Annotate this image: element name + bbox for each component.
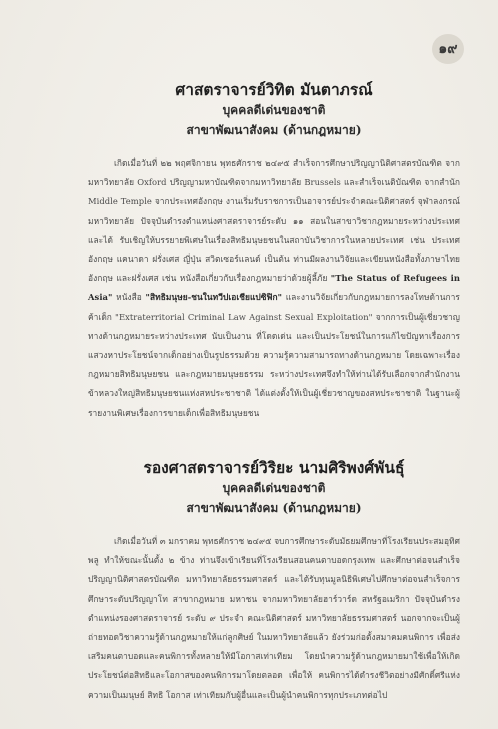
biography-paragraph — [88, 532, 460, 705]
page-number: ๑๙ — [432, 34, 464, 64]
award-field: สาขาพัฒนาสังคม (ด้านกฎหมาย) — [186, 501, 362, 515]
book-title: "The Status of Refugees in Asia" — [88, 273, 460, 303]
bio-text-part: และงานวิจัยเกี่ยวกับกฎหมายการลงโทษด้านการค้าเด็ก "Extraterritorial Criminal Law Against Sexual Exploitation" จากการเป็นผู้เชี่ยวชาญทางด้านกฎหมายระหว่างประเทศ นับเป็นงาน ที่โดดเด่น และเป็นประโยชน์ในการแก้ไขปัญหาเรื่องการแสวงหาประโยชน์จากเด็กอย่างเป็นรูปธรรมด้วย ความรู้ความสามารถทางด้านกฎหมาย โดยเฉพาะเรื่องกฎหมายสิทธิมนุษยชน และกฎหมายมนุษยธรรม ระหว่างประเทศจึงทำให้ท่านได้รับเลือกจากสำนักงานข้าหลวงใหญ่สิทธิมนุษยชนแห่งสหประชาชาติ ได้แต่งตั้งให้เป็นผู้เชี่ยวชาญของสหประชาชาติ ในฐานะผู้รายงานพิเศษเรื่องการขายเด็กเพื่อสิทธิมนุษยชน — [88, 292, 460, 418]
bio-text-part: เกิดเมื่อวันที่ ๒๒ พฤศจิกายน พุทธศักราช ๒๔๙๕ สำเร็จการศึกษาปริญญานิติศาสตรบัณฑิต จาก มหาวิทยาลัย Oxford ปริญญามหาบัณฑิตจากมหาวิทยาลัย Brussels และสำเร็จเนติบัณฑิต จากสำนัก Middle Temple จากประเทศอังกฤษ งานเริ่มรับราชการเป็นอาจารย์ประจำคณะนิติศาสตร์ จุฬาลงกรณ์ มหาวิทยาลัย ปัจจุบันดำรงตำแหน่งศาสตราจารย์ระดับ ๑๑ สอนในสาขาวิชากฎหมายระหว่างประเทศ และได้ รับเชิญให้บรรยายพิเศษในเรื่องสิทธิมนุษยชนในสถาบันวิชาการในหลายประเทศ เช่น ประเทศอังกฤษ แคนาดา ฝรั่งเศส ญี่ปุ่น สวิตเซอร์แลนด์ เป็นต้น ท่านมีผลงานวิจัยและเขียนหนังสือทั้งภาษาไทย อังกฤษ และฝรั่งเศส เช่น หนังสือเกี่ยวกับเรื่องกฎหมายว่าด้วยผู้ลี้ภัย — [88, 158, 460, 284]
person-name: ศาสตราจารย์วิทิต มันตาภรณ์ — [175, 80, 373, 99]
award-title: บุคคลดีเด่นของชาติ — [222, 103, 326, 117]
book-title: "สิทธิมนุษย-ชนในทวีปเอเชียแปซิฟิก" — [145, 292, 283, 303]
person-name: รองศาสตราจารย์วิริยะ นามศิริพงศ์พันธุ์ — [143, 458, 405, 477]
biography-paragraph — [88, 154, 460, 423]
profile-section-1 — [88, 80, 460, 423]
bio-text-part: เกิดเมื่อวันที่ ๓ มกราคม พุทธศักราช ๒๔๙๕ จบการศึกษาระดับมัธยมศึกษาที่โรงเรียนประสมอุทิศพลู ทำให้ขณะนั้นตั้ง ๒ ข้าง ท่านจึงเข้าเรียนที่โรงเรียนสอนคนตาบอดกรุงเทพ และศึกษาต่อจนสำเร็จปริญญานิติศาสตรบัณฑิต มหาวิทยาลัยธรรมศาสตร์ และได้รับทุนมูลนิธิพิเศษไปศึกษาต่อจนสำเร็จการศึกษาระดับปริญญาโท สาขากฎหมาย มหาชน จากมหาวิทยาลัยฮาร์วาร์ด สหรัฐอเมริกา ปัจจุบันดำรงตำแหน่งรองศาสตราจารย์ ระดับ ๙ ประจำ คณะนิติศาสตร์ มหาวิทยาลัยธรรมศาสตร์ นอกจากจะเป็นผู้ถ่ายทอดวิชาความรู้ด้านกฎหมายให้แก่ลูกศิษย์ ในมหาวิทยาลัยแล้ว ยังร่วมก่อตั้งสมาคมคนพิการ เพื่อส่งเสริมคนตาบอดและคนพิการทั้งหลายให้มีโอกาสเท่าเทียม โดยนำความรู้ด้านกฎหมายมาใช้เพื่อให้เกิดประโยชน์ต่อสิทธิและโอกาสของคนพิการมาโดยตลอด เพื่อให้ คนพิการได้ดำรงชีวิตอย่างมีศักดิ์ศรีแห่งความเป็นมนุษย์ สิทธิ โอกาส เท่าเทียมกับผู้อื่นและเป็นผู้นำคนพิการทุกประเภทต่อไป — [88, 536, 460, 700]
award-field: สาขาพัฒนาสังคม (ด้านกฎหมาย) — [186, 123, 362, 137]
profile-section-2 — [88, 458, 460, 705]
bio-text-part: หนังสือ — [112, 292, 146, 303]
award-title: บุคคลดีเด่นของชาติ — [222, 481, 326, 495]
